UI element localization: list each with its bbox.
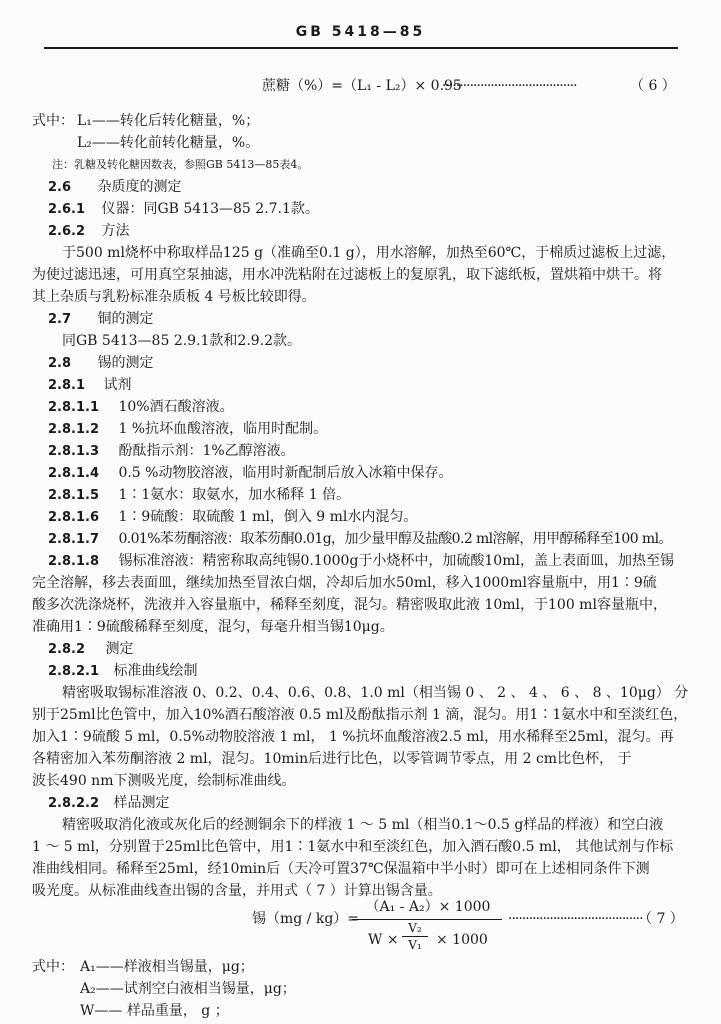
section-text: 仪器：同GB 5413—85 2.7.1款。 <box>101 201 319 217</box>
where-item-w: W—— 样品重量， g ； <box>80 1003 229 1019</box>
paragraph-line: 其上杂质与乳粉标准杂质板 4 号板比较即得。 <box>32 289 316 305</box>
where-item-a1: A₁——样液相当锡量，μg； <box>80 959 254 975</box>
section-number: 2.8.2.1 <box>48 664 99 679</box>
formula-7-denominator-left: W × <box>368 932 399 948</box>
formula-7-fraction-bar <box>352 919 502 920</box>
section-title: 测定 <box>105 641 134 657</box>
paragraph-line: 于500 ml烧杯中称取样品125 g（准确至0.1 g），用水溶解，加热至60℃，于棉质过滤板上过滤， <box>62 245 676 261</box>
formula-7-inner-numerator: V₂ <box>408 921 422 935</box>
reagent-text: 酚酞指示剂：1%乙醇溶液。 <box>118 443 295 459</box>
reagent-item <box>48 486 350 505</box>
formula-6: 蔗糖（%）=（L₁ - L₂）× 0.95 <box>262 78 462 94</box>
formula-7-number: （ 7 ） <box>638 911 684 927</box>
reagent-item <box>48 420 327 439</box>
section-2-8-2-1 <box>48 662 197 681</box>
paragraph-line: 1 ～ 5 ml，分别置于25ml比色管中，用1∶1氨水中和至淡红色，加入酒石酸0.5 ml， 其他试剂与作标 <box>32 839 674 855</box>
section-title: 方法 <box>101 223 130 239</box>
reagent-number: 2.8.1.1 <box>48 400 99 415</box>
reagent-item <box>48 530 672 549</box>
paragraph-line: 精密吸取消化液或灰化后的经测铜余下的样液 1 ～ 5 ml（相当0.1～0.5 g样品的样液）和空白液 <box>62 817 664 833</box>
formula-7-denominator-right: × 1000 <box>436 932 488 948</box>
section-2-6 <box>48 178 181 197</box>
formula-7-numerator: （A₁ - A₂）× 1000 <box>365 899 491 915</box>
section-number: 2.6.1 <box>48 202 86 217</box>
section-2-8 <box>48 354 153 373</box>
paragraph-line: 吸光度。从标准曲线查出锡的含量，并用式（ 7 ）计算出锡含量。 <box>32 883 442 899</box>
note: 注：乳糖及转化糖因数表，参照GB 5413—85表4。 <box>52 158 309 171</box>
section-title: 杂质度的测定 <box>97 179 182 195</box>
reagent-item <box>48 398 234 417</box>
section-title: 铜的测定 <box>97 311 154 327</box>
section-number: 2.7 <box>48 312 72 327</box>
page-header-standard-code: GB 5418—85 <box>295 24 426 40</box>
formula-7-leader-dots: ······································· <box>508 911 643 927</box>
reagent-text: 锡标准溶液：精密称取高纯锡0.1000g于小烧杯中，加硫酸10ml，盖上表面皿，加热至锡 <box>118 553 674 569</box>
paragraph-line: 完全溶解，移去表面皿，继续加热至冒浓白烟，冷却后加水50ml，移入1000ml容量瓶中，用1∶9硫 <box>32 575 657 591</box>
section-number: 2.8 <box>48 356 72 371</box>
reagent-item <box>48 464 452 483</box>
section-2-6-2 <box>48 222 129 241</box>
formula-7-inner-fraction-bar <box>402 936 428 937</box>
section-2-8-2-2 <box>48 794 169 813</box>
section-2-8-2 <box>48 640 133 659</box>
section-title: 标准曲线绘制 <box>113 663 198 679</box>
where-label-1: 式中： <box>32 113 74 129</box>
reagent-number: 2.8.1.3 <box>48 444 99 459</box>
section-number: 2.6.2 <box>48 224 86 239</box>
section-2-7 <box>48 310 153 329</box>
paragraph-line: 准曲线相同。稀释至25ml，经10min后（天冷可置37℃保温箱中半小时）即可在上述相同条件下测 <box>32 861 650 877</box>
reagent-text: 1∶9硫酸：取硫酸 1 ml，倒入 9 ml水内混匀。 <box>118 509 418 525</box>
paragraph-line: 精密吸取锡标准溶液 0、0.2、0.4、0.6、0.8、1.0 ml（相当锡 0 、 2 、 4 、 6 、 8 、10μg） 分 <box>62 685 689 701</box>
section-2-6-1 <box>48 200 319 219</box>
reagent-number: 2.8.1.4 <box>48 466 99 481</box>
reagent-text: 1 %抗坏血酸溶液，临用时配制。 <box>118 421 328 437</box>
formula-7-lhs: 锡（mg / kg）= <box>252 911 360 927</box>
paragraph-line: 同GB 5413—85 2.9.1款和2.9.2款。 <box>62 333 302 349</box>
reagent-item <box>48 442 295 461</box>
reagent-item <box>48 508 417 527</box>
reagent-item <box>48 552 674 571</box>
reagent-number: 2.8.1.8 <box>48 554 99 569</box>
where-label-2: 式中： <box>32 959 74 975</box>
reagent-number: 2.8.1.5 <box>48 488 99 503</box>
reagent-number: 2.8.1.6 <box>48 510 99 525</box>
where-item-a2: A₂——试剂空白液相当锡量，μg； <box>80 981 296 997</box>
where-item-l2: L₂——转化前转化糖量，%。 <box>77 135 260 151</box>
paragraph-line: 各精密加入苯芴酮溶液 2 ml，混匀。10min后进行比色，以零管调节零点，用 2 cm比色杯， 于 <box>32 751 632 767</box>
paragraph-line: 波长490 nm下测吸光度，绘制标准曲线。 <box>32 773 296 789</box>
section-title: 锡的测定 <box>97 355 154 371</box>
section-number: 2.8.2.2 <box>48 796 99 811</box>
section-title: 试剂 <box>103 377 132 393</box>
section-title: 样品测定 <box>113 795 170 811</box>
where-item-l1: L₁——转化后转化糖量，%； <box>77 113 260 129</box>
section-number: 2.8.1 <box>48 378 86 393</box>
section-number: 2.8.2 <box>48 642 86 657</box>
paragraph-line: 别于25ml比色管中，加入10%酒石酸溶液 0.5 ml及酚酞指示剂 1 滴，混匀。用1∶1氨水中和至淡红色， <box>32 707 688 723</box>
section-2-8-1 <box>48 376 131 395</box>
formula-6-number: （ 6 ） <box>630 78 676 94</box>
reagent-text: 0.01%苯芴酮溶液：取苯芴酮0.01g，加少量甲醇及盐酸0.2 ml溶解，用甲醇稀释至100 ml。 <box>118 531 672 547</box>
reagent-number: 2.8.1.2 <box>48 422 99 437</box>
formula-6-leader-dots: ······································· <box>442 78 577 94</box>
paragraph-line: 为使过滤迅速，可用真空泵抽滤，用水冲洗粘附在过滤板上的复原乳，取下滤纸板，置烘箱中烘干。将 <box>32 267 662 283</box>
reagent-text: 0.5 %动物胶溶液，临用时新配制后放入冰箱中保存。 <box>118 465 453 481</box>
section-number: 2.6 <box>48 180 72 195</box>
reagent-text: 1∶1氨水：取氨水，加水稀释 1 倍。 <box>118 487 351 503</box>
paragraph-line: 酸多次洗涤烧杯，洗液并入容量瓶中，稀释至刻度，混匀。精密吸取此液 10ml，于100 ml容量瓶中， <box>32 597 667 613</box>
header-rule <box>44 47 678 49</box>
formula-7-inner-denominator: V₁ <box>408 938 422 952</box>
paragraph-line: 加入1∶9硫酸 5 ml，0.5%动物胶溶液 1 ml， 1 %抗坏血酸溶液2.5 ml，用水稀释至25ml，混匀。再 <box>32 729 674 745</box>
paragraph-line: 准确用1∶9硫酸稀释至刻度，混匀，每毫升相当锡10μg。 <box>32 619 394 635</box>
reagent-number: 2.8.1.7 <box>48 532 99 547</box>
reagent-text: 10%酒石酸溶液。 <box>118 399 234 415</box>
